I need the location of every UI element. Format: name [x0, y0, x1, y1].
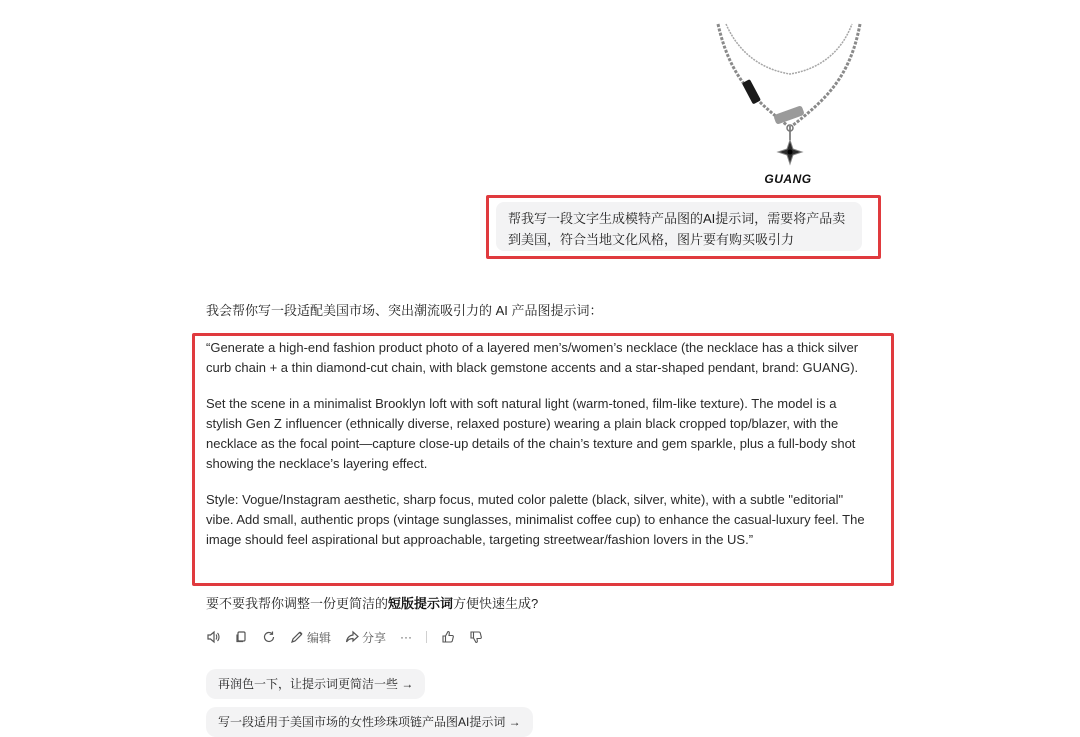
followup-question: [206, 593, 538, 612]
regenerate-icon: [262, 630, 276, 644]
copy-button[interactable]: [234, 630, 248, 644]
suggestion-chip[interactable]: 再润色一下，让提示词更简洁一些 →: [206, 669, 425, 699]
user-message-bubble: 帮我写一段文字生成模特产品图的AI提示词，需要将产品卖到美国，符合当地文化风格，图片要有购买吸引力: [496, 202, 862, 251]
edit-icon: [290, 630, 304, 644]
question-text-end: 方便快速生成?: [453, 596, 539, 611]
brand-label: GUANG: [764, 172, 812, 186]
product-image: [700, 18, 880, 190]
edit-button[interactable]: [290, 629, 331, 646]
share-label: 分享: [362, 630, 387, 645]
more-icon: ···: [400, 630, 413, 644]
edit-label: 编辑: [307, 630, 332, 645]
share-button[interactable]: [345, 629, 386, 646]
like-button[interactable]: [441, 630, 455, 644]
question-text: 要不要我帮你调整一份更简洁的: [206, 596, 389, 611]
question-bold-text: 短版提示词: [388, 596, 454, 611]
copy-icon: [234, 630, 248, 644]
regenerate-button[interactable]: [262, 630, 276, 644]
speaker-icon: [206, 630, 220, 644]
read-aloud-button[interactable]: [206, 630, 220, 644]
prompt-paragraph: Style: Vogue/Instagram aesthetic, sharp focus, muted color palette (black, silver, white), with a subtle "editorial" vibe. Add small, authentic props (vintage sunglasses, minimalist coffee cup) to enhance the casual-luxury feel. The image should feel aspirational but approachable, targeting streetwear/fashion lovers in the US.”: [206, 492, 865, 547]
assistant-intro: 我会帮你写一段适配美国市场、突出潮流吸引力的 AI 产品图提示词：: [206, 303, 603, 318]
share-icon: [345, 630, 359, 644]
message-toolbar: [206, 627, 497, 647]
thumbs-down-icon: [469, 630, 483, 644]
toolbar-divider: [426, 631, 427, 643]
prompt-paragraph: “Generate a high-end fashion product photo of a layered men’s/women’s necklace (the necklace has a thick silver curb chain + a thin diamond-cut chain, with black gemstone accents and a star-shaped pendant, brand: GUANG).: [206, 340, 859, 375]
prompt-text-block: [206, 338, 868, 566]
prompt-paragraph: Set the scene in a minimalist Brooklyn loft with soft natural light (warm-toned, film-like texture). The model is a stylish Gen Z influencer (ethnically diverse, relaxed posture) wearing a plain black cropped top/blazer, with the necklace as the focal point—capture close-up details of the chain’s texture and gem sparkle, plus a full-body shot showing the necklace’s layering effect.: [206, 396, 856, 471]
suggestion-chip[interactable]: 写一段适用于美国市场的女性珍珠项链产品图AI提示词 →: [206, 707, 533, 737]
more-button[interactable]: [400, 630, 412, 644]
necklace-icon: [700, 18, 880, 190]
thumbs-up-icon: [441, 630, 455, 644]
dislike-button[interactable]: [469, 630, 483, 644]
